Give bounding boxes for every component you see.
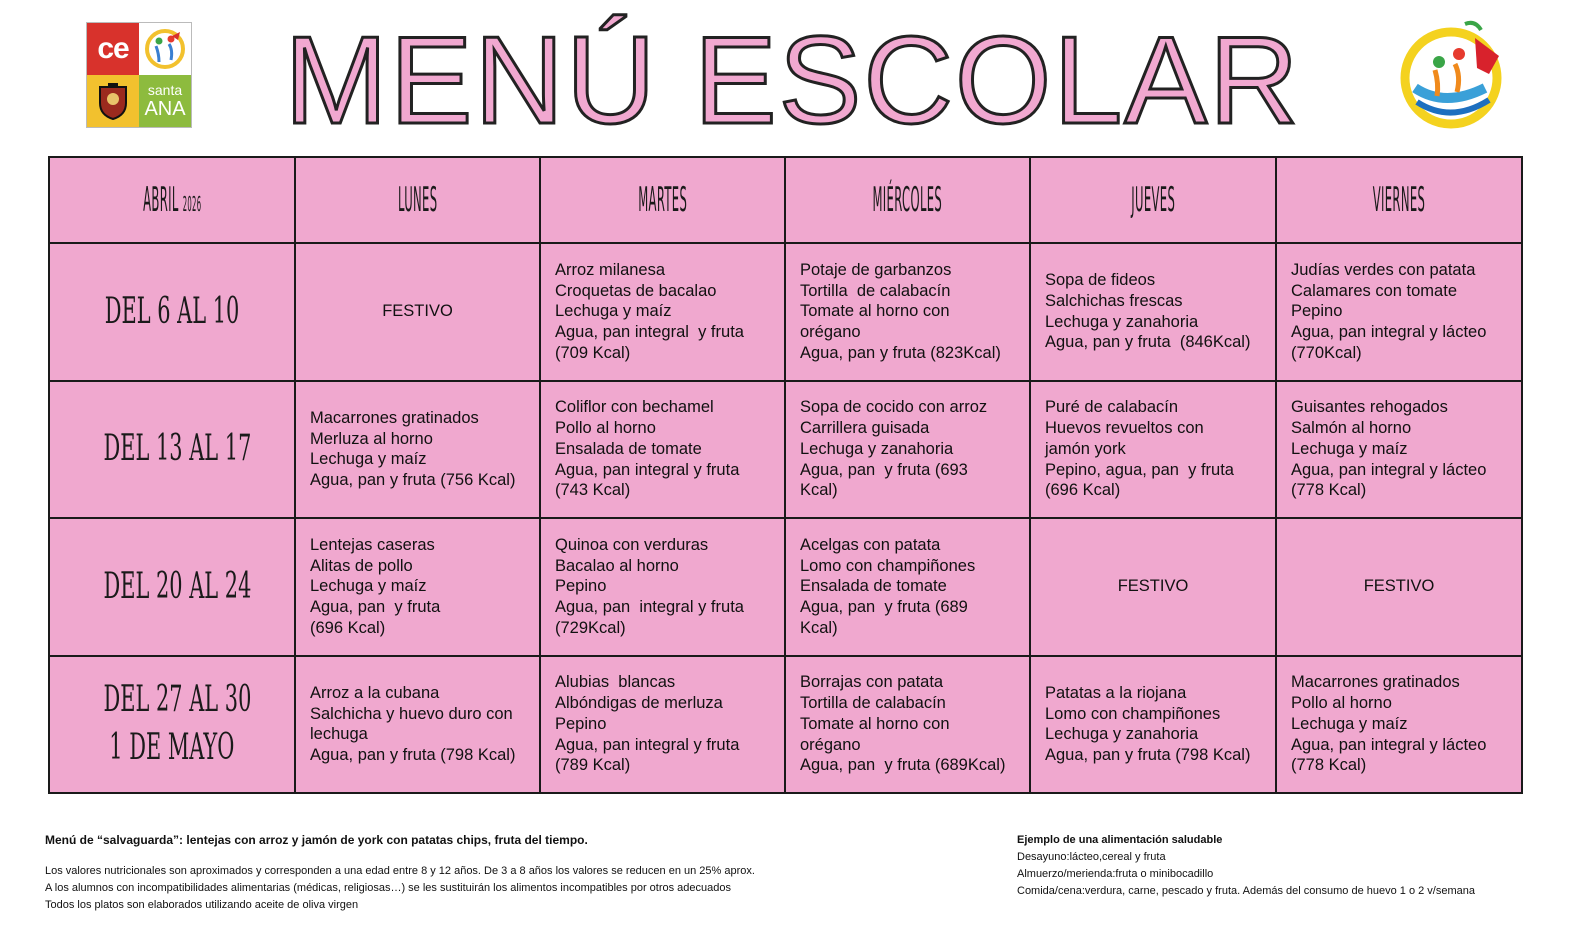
- week-label-cell: [49, 518, 295, 656]
- meal-cell: [540, 656, 785, 794]
- meal-line: Lechuga y maíz: [555, 302, 672, 321]
- meal-line: Judías verdes con patata: [1291, 260, 1476, 279]
- week-label-cell: [49, 656, 295, 794]
- meal-line: Agua, pan integral y fruta: [555, 460, 740, 479]
- healthy-snack: Almuerzo/merienda:fruta o minibocadillo: [1017, 868, 1214, 880]
- meal-line: Macarrones gratinados: [310, 408, 479, 427]
- meal-cell: [540, 381, 785, 519]
- meal-line: Lechuga y zanahoria: [1045, 312, 1199, 331]
- meal-line: (778 Kcal): [1291, 481, 1367, 500]
- meal-line: Lomo con champiñones: [800, 556, 976, 575]
- meal-line: Huevos revueltos con: [1045, 419, 1204, 438]
- meal-cell: [295, 381, 540, 519]
- meal-line: Tomate al horno con: [800, 714, 950, 733]
- meal-line: (789 Kcal): [555, 756, 631, 775]
- meal-line: Agua, pan y fruta (798 Kcal): [310, 745, 516, 764]
- meal-cell: [1030, 243, 1276, 381]
- meal-cell: [1276, 381, 1522, 519]
- meal-line: Pollo al horno: [1291, 694, 1392, 713]
- meal-line: Agua, pan integral y lácteo: [1291, 323, 1487, 342]
- week-label: DEL 6 AL 10: [104, 290, 240, 332]
- logo-crest-icon: [87, 75, 139, 127]
- meal-line: Pepino, agua, pan y fruta: [1045, 460, 1234, 479]
- meal-line: Agua, pan y fruta (798 Kcal): [1045, 745, 1251, 764]
- meal-line: (743 Kcal): [555, 481, 631, 500]
- meal-line: (709 Kcal): [555, 343, 631, 362]
- meal-line: Pollo al horno: [555, 419, 656, 438]
- meal-line: (770Kcal): [1291, 343, 1362, 362]
- meal-line: Tortilla de calabacín: [800, 281, 951, 300]
- week-label: DEL 27 AL 30: [103, 679, 252, 721]
- meal-line: Ensalada de tomate: [800, 577, 947, 596]
- healthy-breakfast: Desayuno:lácteo,cereal y fruta: [1017, 851, 1166, 863]
- week-label-cell: [49, 381, 295, 519]
- meal-line: Agua, pan integral y fruta: [555, 323, 744, 342]
- meal-cell: [1276, 656, 1522, 794]
- day-header-jueves: JUEVES: [1077, 157, 1230, 243]
- meal-line: Agua, pan y fruta (693: [800, 460, 968, 479]
- meal-line: Carrillera guisada: [800, 419, 930, 438]
- meal-line: Guisantes rehogados: [1291, 398, 1448, 417]
- meal-cell: [785, 243, 1030, 381]
- healthy-meals: Comida/cena:verdura, carne, pescado y fruta. Además del consumo de huevo 1 o 2 v/semana: [1017, 885, 1475, 897]
- menu-table: [48, 156, 1523, 794]
- meal-line: Albóndigas de merluza: [555, 694, 723, 713]
- meal-cell: [295, 656, 540, 794]
- page-title: MENÚ ESCOLAR: [284, 12, 1301, 150]
- meal-line: Lechuga y maíz: [310, 450, 427, 469]
- meal-line: Agua, pan integral y lácteo: [1291, 735, 1487, 754]
- meal-line: Lechuga y zanahoria: [1045, 725, 1199, 744]
- meal-line: Agua, pan integral y fruta: [555, 598, 744, 617]
- day-header-miercoles: MIÉRCOLES: [832, 157, 984, 243]
- meal-cell: [1030, 381, 1276, 519]
- meal-line: Quinoa con verduras: [555, 535, 709, 554]
- meal-line: Sopa de cocido con arroz: [800, 398, 988, 417]
- meal-cell: [785, 656, 1030, 794]
- meal-line: orégano: [800, 735, 861, 754]
- meal-line: Arroz a la cubana: [310, 683, 440, 702]
- week-row: [49, 381, 1522, 519]
- meal-line: Macarrones gratinados: [1291, 673, 1460, 692]
- meal-line: Lechuga y maíz: [1291, 714, 1408, 733]
- meal-cell: [785, 518, 1030, 656]
- healthy-title: Ejemplo de una alimentación saludable: [1017, 834, 1223, 846]
- meal-line: (696 Kcal): [1045, 481, 1121, 500]
- day-header-lunes: LUNES: [342, 157, 494, 243]
- meal-line: orégano: [800, 323, 861, 342]
- meal-line: Croquetas de bacalao: [555, 281, 717, 300]
- meal-line: Puré de calabacín: [1045, 398, 1179, 417]
- meal-line: Alitas de pollo: [310, 556, 413, 575]
- month-header: ABRIL 2026: [96, 157, 249, 243]
- meal-line: Tomate al horno con: [800, 302, 950, 321]
- meal-line: Agua, pan y fruta (689Kcal): [800, 756, 1006, 775]
- safeguard-menu: Menú de “salvaguarda”: lentejas con arroz y jamón de york con patatas chips, fruta del tiempo.: [45, 833, 588, 847]
- meal-line: Agua, pan y fruta (846Kcal): [1045, 333, 1251, 352]
- meal-cell: [540, 518, 785, 656]
- logo-ce-text: ce: [87, 23, 139, 75]
- meal-line: (696 Kcal): [310, 618, 386, 637]
- meal-line: Pepino: [555, 577, 607, 596]
- meal-line: Salchicha y huevo duro con: [310, 704, 513, 723]
- festivo-cell: FESTIVO: [295, 243, 540, 381]
- meal-line: Lechuga y zanahoria: [800, 439, 954, 458]
- school-logo: [86, 22, 192, 128]
- day-header-viernes: VIERNES: [1323, 157, 1476, 243]
- meal-line: Ensalada de tomate: [555, 439, 702, 458]
- meal-line: Bacalao al horno: [555, 556, 679, 575]
- meal-line: Patatas a la riojana: [1045, 683, 1187, 702]
- meal-line: Borrajas con patata: [800, 673, 944, 692]
- meal-line: Lechuga y maíz: [310, 577, 427, 596]
- meal-line: Kcal): [800, 481, 838, 500]
- meal-cell: [295, 518, 540, 656]
- week-row: [49, 518, 1522, 656]
- festivo-cell: FESTIVO: [1030, 518, 1276, 656]
- meal-line: Tortilla de calabacín: [800, 694, 946, 713]
- header-row: [49, 157, 1522, 243]
- meal-line: Arroz milanesa: [555, 260, 666, 279]
- meal-line: Agua, pan integral y lácteo: [1291, 460, 1487, 479]
- logo-figures-icon: [139, 23, 191, 75]
- festivo-cell: FESTIVO: [1276, 518, 1522, 656]
- note-nutrition: Los valores nutricionales son aproximados y corresponden a una edad entre 8 y 12 años. De 3 a 8 años los valores se reducen en un 25% aprox.: [45, 865, 755, 877]
- week-label-cell: [49, 243, 295, 381]
- week-label: DEL 13 AL 17: [103, 428, 252, 470]
- meal-line: Acelgas con patata: [800, 535, 941, 554]
- meal-line: Agua, pan integral y fruta: [555, 735, 740, 754]
- meal-cell: [1030, 656, 1276, 794]
- day-header-martes: MARTES: [587, 157, 739, 243]
- meal-line: Potaje de garbanzos: [800, 260, 952, 279]
- meal-line: Lomo con champiñones: [1045, 704, 1221, 723]
- meal-cell: [540, 243, 785, 381]
- meal-line: Agua, pan y fruta (689: [800, 598, 968, 617]
- meal-line: Salmón al horno: [1291, 419, 1412, 438]
- meal-line: Merluza al horno: [310, 429, 433, 448]
- meal-line: Agua, pan y fruta (756 Kcal): [310, 470, 516, 489]
- meal-line: (778 Kcal): [1291, 756, 1367, 775]
- meal-line: Agua, pan y fruta: [310, 598, 441, 617]
- meal-line: Calamares con tomate: [1291, 281, 1457, 300]
- meal-line: Lechuga y maíz: [1291, 439, 1408, 458]
- meal-line: jamón york: [1045, 439, 1126, 458]
- meal-line: Alubias blancas: [555, 673, 676, 692]
- meal-line: Salchichas frescas: [1045, 292, 1183, 311]
- week-row: [49, 243, 1522, 381]
- pilar-school-logo: [1395, 18, 1513, 134]
- meal-line: Agua, pan y fruta (823Kcal): [800, 343, 1001, 362]
- week-label: DEL 20 AL 24: [103, 565, 252, 607]
- meal-line: Pepino: [1291, 302, 1343, 321]
- meal-line: Lentejas caseras: [310, 535, 435, 554]
- logo-santa-ana: santa ANA: [139, 75, 191, 127]
- meal-line: (729Kcal): [555, 618, 626, 637]
- note-intolerances: A los alumnos con incompatibilidades alimentarias (médicas, religiosas…) se les sustituirán los alimentos incompatibles por otros adecuados: [45, 882, 731, 894]
- meal-cell: [785, 381, 1030, 519]
- meal-line: lechuga: [310, 725, 368, 744]
- meal-cell: [1276, 243, 1522, 381]
- meal-line: Sopa de fideos: [1045, 271, 1156, 290]
- meal-line: Pepino: [555, 714, 607, 733]
- meal-line: Kcal): [800, 618, 838, 637]
- meal-line: Coliflor con bechamel: [555, 398, 714, 417]
- week-row: [49, 656, 1522, 794]
- note-olive-oil: Todos los platos son elaborados utilizando aceite de oliva virgen: [45, 899, 359, 911]
- week-label-extra: 1 DE MAYO: [109, 727, 235, 769]
